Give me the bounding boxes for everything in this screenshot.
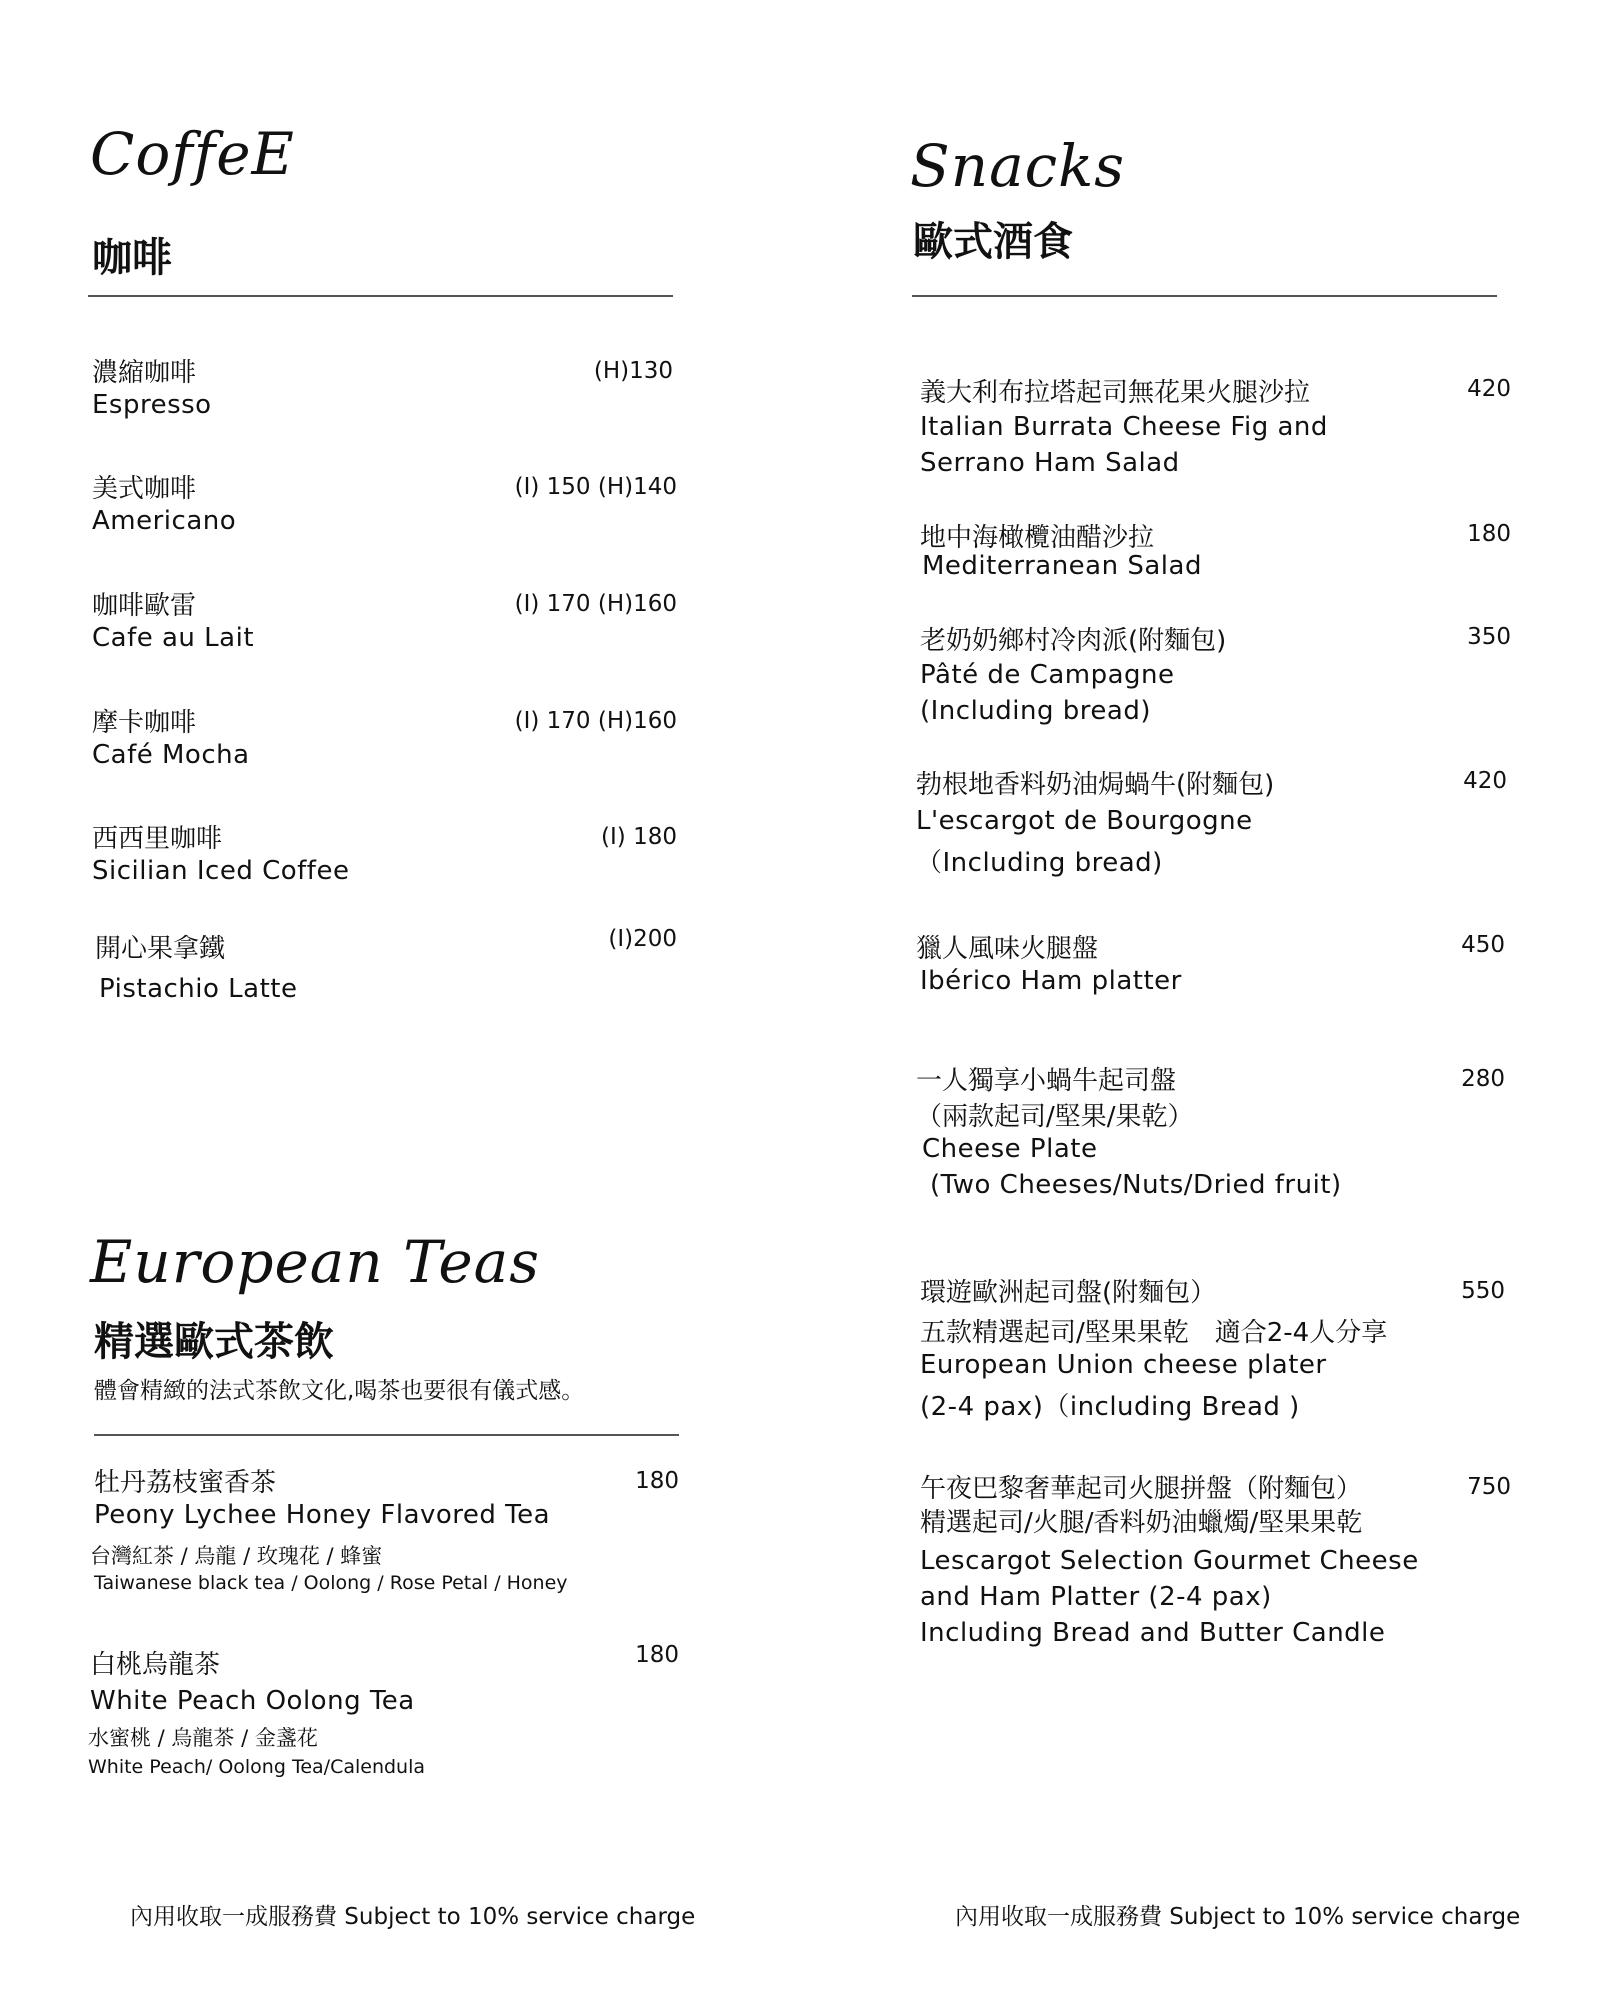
item-cn-name: 摩卡咖啡 (92, 708, 197, 738)
item-line-en: Cheese Plate (922, 1134, 1098, 1164)
item-sub-cn: 水蜜桃 / 烏龍茶 / 金盞花 (88, 1726, 318, 1750)
item-line-cn: 午夜巴黎奢華起司火腿拼盤（附麵包） (920, 1474, 1363, 1504)
item-price: 180 (1467, 521, 1511, 547)
item-en-name: Sicilian Iced Coffee (92, 856, 350, 886)
item-line-cn: 義大利布拉塔起司無花果火腿沙拉 (920, 378, 1311, 408)
item-price: 420 (1463, 768, 1507, 794)
item-price: 750 (1467, 1474, 1511, 1500)
item-line-en: (Two Cheeses/Nuts/Dried fruit) (930, 1170, 1342, 1200)
item-price: 180 (635, 1468, 679, 1494)
item-line-cn: 環遊歐洲起司盤(附麵包） (920, 1278, 1217, 1308)
snacks-cn-title: 歐式酒食 (913, 219, 1073, 265)
item-line-en: Mediterranean Salad (922, 551, 1202, 581)
item-cn-name: 白桃烏龍茶 (90, 1650, 221, 1680)
item-line-cn: （兩款起司/堅果/果乾） (916, 1102, 1194, 1132)
item-line-cn: 一人獨享小蝸牛起司盤 (916, 1066, 1177, 1096)
item-line-en: (2-4 pax)（including Bread ) (920, 1392, 1300, 1422)
item-en-name: Americano (92, 506, 237, 536)
item-cn-name: 牡丹荔枝蜜香茶 (94, 1468, 277, 1498)
item-line-en: European Union cheese plater (920, 1350, 1327, 1380)
snacks-divider (912, 295, 1497, 297)
teas-divider (94, 1434, 679, 1436)
item-sub-en: White Peach/ Oolong Tea/Calendula (88, 1756, 426, 1778)
item-line-en: (Including bread) (920, 696, 1151, 726)
item-line-en: Serrano Ham Salad (920, 448, 1180, 478)
footer-service-charge-right: 內用收取一成服務費 Subject to 10% service charge (955, 1904, 1521, 1930)
item-price: (I) 150 (H)140 (514, 474, 677, 500)
footer-service-charge-left: 內用收取一成服務費 Subject to 10% service charge (130, 1904, 696, 1930)
item-en-name: Cafe au Lait (92, 623, 255, 653)
item-price: 280 (1461, 1066, 1505, 1092)
item-line-en: Ibérico Ham platter (920, 966, 1182, 996)
item-line-cn: 獵人風味火腿盤 (916, 934, 1099, 964)
item-price: 180 (635, 1642, 679, 1668)
item-price: (I)200 (608, 926, 677, 952)
item-line-cn: 勃根地香料奶油焗蝸牛(附麵包) (916, 770, 1275, 800)
item-price: 550 (1461, 1278, 1505, 1304)
item-line-en: L'escargot de Bourgogne (916, 806, 1253, 836)
teas-script-title: European Teas (90, 1228, 541, 1296)
item-sub-cn: 台灣紅茶 / 烏龍 / 玫瑰花 / 蜂蜜 (90, 1544, 383, 1568)
item-price: 450 (1461, 932, 1505, 958)
item-price: (I) 180 (601, 824, 677, 850)
teas-subtitle: 體會精緻的法式茶飲文化,喝茶也要很有儀式感。 (94, 1378, 585, 1404)
snacks-script-title: Snacks (910, 132, 1126, 200)
item-line-cn: 五款精選起司/堅果果乾 適合2-4人分享 (920, 1318, 1388, 1348)
item-cn-name: 西西里咖啡 (92, 824, 223, 854)
item-price: 420 (1467, 376, 1511, 402)
item-cn-name: 濃縮咖啡 (92, 358, 197, 388)
item-line-cn: 精選起司/火腿/香料奶油蠟燭/堅果果乾 (920, 1508, 1363, 1538)
item-price: (I) 170 (H)160 (514, 591, 677, 617)
coffee-divider (88, 295, 673, 297)
item-line-cn: 老奶奶鄉村冷肉派(附麵包) (920, 626, 1227, 656)
item-en-name: White Peach Oolong Tea (90, 1686, 415, 1716)
item-cn-name: 美式咖啡 (92, 474, 197, 504)
item-price: 350 (1467, 624, 1511, 650)
item-line-en: Including Bread and Butter Candle (920, 1618, 1386, 1648)
item-sub-en: Taiwanese black tea / Oolong / Rose Petal / Honey (94, 1572, 568, 1594)
coffee-script-title: CoffeE (90, 120, 295, 188)
item-en-name: Café Mocha (92, 740, 250, 770)
coffee-cn-title: 咖啡 (92, 235, 172, 281)
item-line-cn: 地中海橄欖油醋沙拉 (920, 523, 1155, 553)
item-en-name: Pistachio Latte (99, 974, 298, 1004)
item-price: (I) 170 (H)160 (514, 708, 677, 734)
item-en-name: Espresso (92, 390, 212, 420)
teas-cn-title: 精選歐式茶飲 (94, 1319, 334, 1365)
item-cn-name: 咖啡歐雷 (92, 591, 197, 621)
item-line-en: and Ham Platter (2-4 pax) (920, 1582, 1272, 1612)
item-price: (H)130 (593, 358, 673, 384)
item-line-en: Pâté de Campagne (920, 660, 1175, 690)
item-line-en: Italian Burrata Cheese Fig and (920, 412, 1328, 442)
item-en-name: Peony Lychee Honey Flavored Tea (94, 1500, 551, 1530)
item-line-en: （Including bread) (916, 848, 1163, 878)
item-cn-name: 開心果拿鐵 (95, 934, 226, 964)
item-line-en: Lescargot Selection Gourmet Cheese (920, 1546, 1419, 1576)
